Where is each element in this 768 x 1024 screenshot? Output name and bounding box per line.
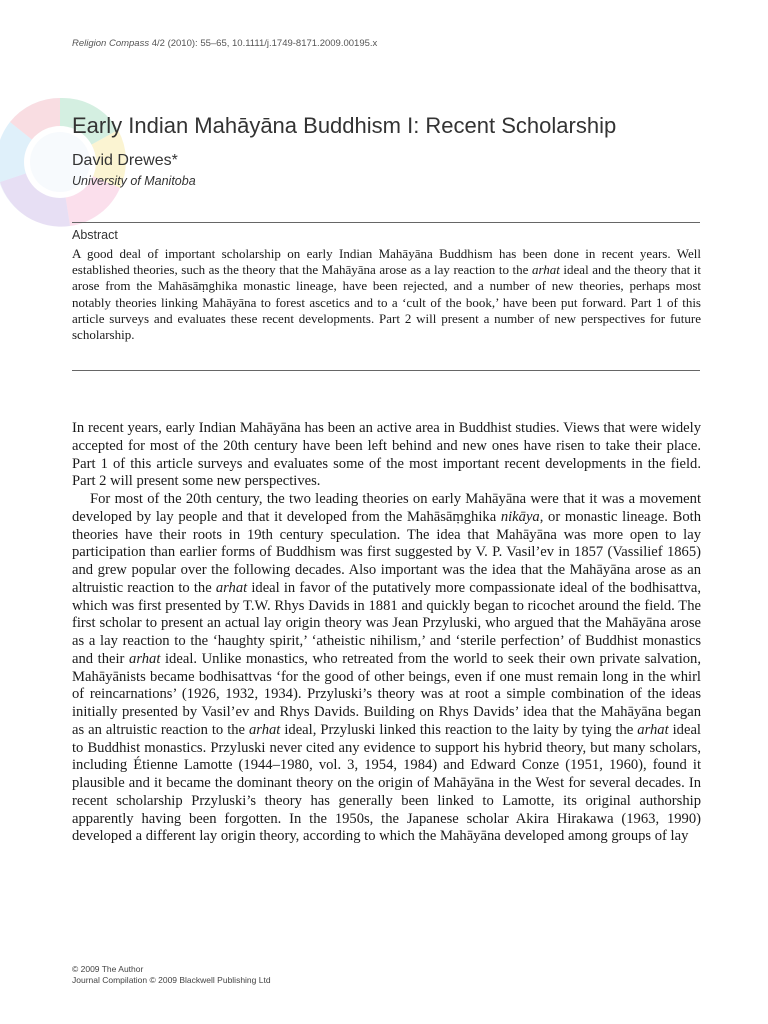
body-text-segment: ideal. Unlike monastics, who retreated from the world to seek their own private salvation, Mahāyānists became bodhisattvas ‘for the good of other beings, even if one must remain long in the whirl of reincarnations’ (1926, 1932, 1934). Przyluski’s theory was at root a simple combination of the ideas initially presented by Vasil’ev and Rhys Davids. Building on Rhys Davids’ idea that the Mahāyāna began as an altruistic reaction to the bbox=[72, 650, 701, 738]
abstract-top-rule bbox=[72, 222, 700, 223]
abstract-italic-term: arhat bbox=[531, 262, 560, 278]
author-name: David Drewes* bbox=[72, 152, 178, 169]
body-paragraph-1: In recent years, early Indian Mahāyāna has been an active area in Buddhist studies. Views that were widely accepted for most of the 20th century have been left behind and new ones have risen to take their place. Part 1 of this article surveys and evaluates some of the most important recent developments in the field. Part 2 will present some new perspectives. bbox=[72, 420, 701, 490]
abstract-text bbox=[72, 246, 701, 343]
footer-compilation: Journal Compilation © 2009 Blackwell Publishing Ltd bbox=[72, 975, 271, 985]
body-italic-term: nikāya bbox=[500, 508, 540, 525]
body-text-segment: For most of the 20th century, the two leading theories on early Mahāyāna were that it was a movement developed by lay people and that it developed from the Mahāsāṃghika bbox=[72, 491, 701, 525]
abstract-text-part: ideal and the theory that it arose from the Mahāsāṃghika monastic lineage, have been rejected, and a number of new theories, perhaps most notably theories linking Mahāyāna to forest ascetics and to a ‘cult of the book,’ have been put forward. Part 1 of this article surveys and evaluates these recent developments. Part 2 will present a number of new perspectives for future scholarship. bbox=[72, 262, 701, 343]
body-paragraph-2 bbox=[72, 491, 701, 846]
journal-citation: 4/2 (2010): 55–65, 10.1111/j.1749-8171.2009.00195.x bbox=[149, 38, 378, 49]
author-affiliation: University of Manitoba bbox=[72, 174, 196, 188]
body-italic-term: arhat bbox=[215, 579, 248, 596]
body-italic-term: arhat bbox=[637, 721, 669, 738]
abstract-heading: Abstract bbox=[72, 228, 118, 242]
article-body bbox=[72, 420, 701, 846]
body-text-segment: ideal, Przyluski linked this reaction to the laity by tying the bbox=[280, 721, 638, 738]
body-text-segment: , or monastic lineage. Both theories have their roots in 19th century speculation. The idea that Mahāyāna was more open to lay participation than earlier forms of Buddhism was first suggested by V. P. Vasil’ev in 1857 (Vassilief 1865) and grew popular over the following decades. Also important was the idea that the Mahāyāna arose as an altruistic reaction to the bbox=[72, 508, 701, 596]
footer-copyright: © 2009 The Author bbox=[72, 964, 144, 974]
body-italic-term: arhat bbox=[129, 650, 161, 667]
abstract-bottom-rule bbox=[72, 370, 700, 371]
abstract-text-part: A good deal of important scholarship on early Indian Mahāyāna Buddhism has been done in recent years. Well established theories, such as the theory that the Mahāyāna arose as a lay reaction to the bbox=[72, 246, 701, 278]
article-title: Early Indian Mahāyāna Buddhism I: Recent Scholarship bbox=[72, 113, 617, 138]
body-italic-term: arhat bbox=[249, 721, 281, 738]
journal-reference bbox=[72, 38, 377, 49]
body-text-segment: ideal in favor of the putatively more compassionate ideal of the bodhisattva, which was first presented by T.W. Rhys Davids in 1881 and quickly began to ricochet around the field. The first scholar to present an actual lay origin theory was Jean Przyluski, who argued that the Mahāyāna arose as a lay reaction to the ‘haughty spirit,’ ‘atheistic nihilism,’ and ‘sterile perfection’ of Buddhist monastics and their bbox=[72, 579, 701, 667]
journal-name: Religion Compass bbox=[72, 38, 150, 49]
page-footer bbox=[72, 964, 271, 986]
body-text-segment: ideal to Buddhist monastics. Przyluski never cited any evidence to support his hybrid theory, but many scholars, including Étienne Lamotte (1944–1980, vol. 3, 1954, 1984) and Edward Conze (1951, 1960), found it plausible and it became the dominant theory on the origin of Mahāyāna in the West for several decades. In recent scholarship Przyluski’s theory has generally been linked to Lamotte, its original authorship apparently having been forgotten. In the 1950s, the Japanese scholar Akira Hirakawa (1963, 1990) developed a different lay origin theory, according to which the Mahāyāna developed among groups of lay bbox=[72, 721, 701, 845]
